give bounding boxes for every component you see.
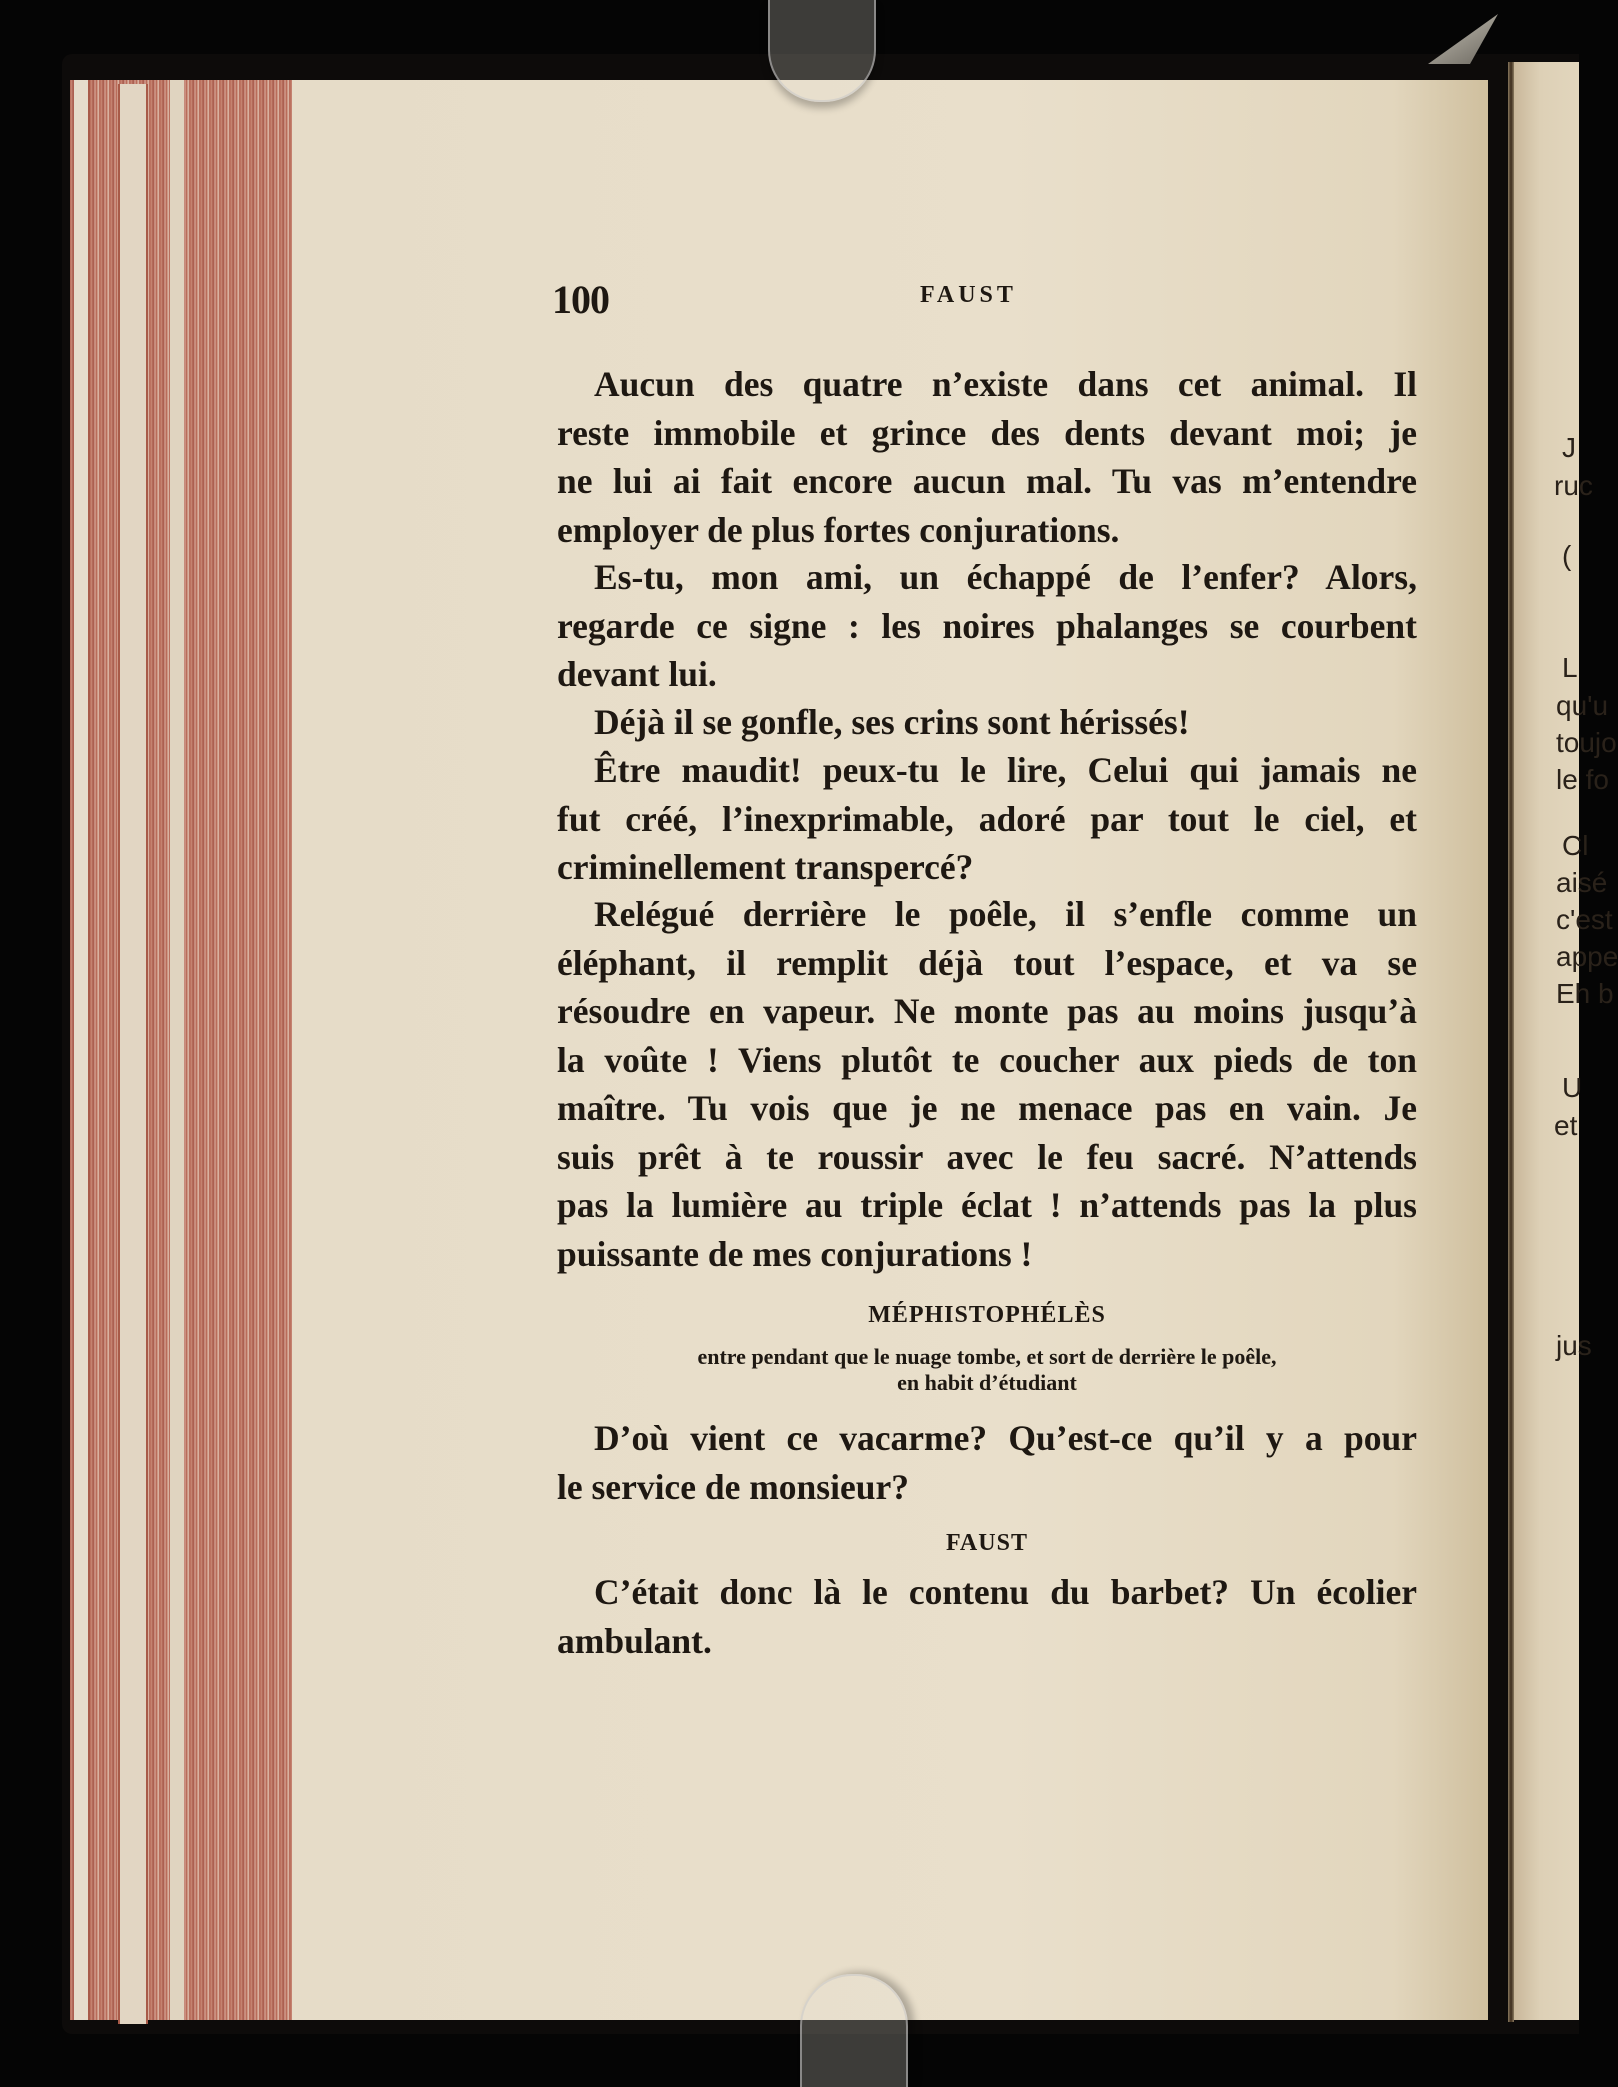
facing-fragment: appe — [1556, 941, 1618, 972]
facing-fragment: ( — [1562, 540, 1572, 571]
stage-line: entre pendant que le nuage tombe, et sort de derrière le poêle, — [697, 1344, 1277, 1369]
text-line: Relégué derrière le poêle, il s’enfle comme un — [594, 894, 1417, 934]
text-line: devant lui. — [557, 654, 717, 694]
paragraph-6 — [557, 1414, 1417, 1511]
text-line: reste immobile et grince des dents devant moi; je — [557, 412, 1417, 453]
facing-fragment: Cl — [1562, 830, 1589, 861]
text-line: le service de monsieur? — [557, 1466, 909, 1507]
running-head: FAUST — [920, 282, 1017, 308]
text-line: D’où vient ce vacarme? Qu’est-ce qu’il y a pour — [594, 1418, 1417, 1458]
text-line: Être maudit! peux-tu le lire, Celui qui jamais ne — [594, 750, 1417, 790]
paragraph-5 — [557, 890, 1417, 1278]
page-edge-strip — [170, 80, 184, 2020]
facing-fragment: Eh b — [1556, 978, 1614, 1009]
speaker-name: MÉPHISTOPHÉLÈS — [868, 1302, 1106, 1328]
facing-fragment: jus — [1556, 1330, 1592, 1361]
page-edge-strip — [118, 84, 148, 2024]
text-line: criminellement transpercé? — [557, 847, 974, 887]
facing-fragment: ruc — [1554, 470, 1593, 501]
page-edge-strip — [74, 80, 90, 2020]
facing-fragment: le fo — [1556, 764, 1609, 795]
text-line: Aucun des quatre n’existe dans cet animal. Il — [594, 364, 1417, 404]
text-line: Déjà il se gonfle, ses crins sont hérissés! — [594, 702, 1190, 742]
facing-page — [1514, 62, 1618, 2020]
text-line: pas la lumière au triple éclat ! n’attends pas la plus — [557, 1185, 1417, 1225]
paragraph-4 — [557, 746, 1417, 892]
text-line: fut créé, l’inexprimable, adoré par tout le ciel, et — [557, 798, 1417, 839]
text-line: suis prêt à te roussir avec le feu sacré. N’attends — [557, 1136, 1417, 1177]
text-line: employer de plus fortes conjurations. — [557, 509, 1120, 550]
paragraph-2 — [557, 553, 1417, 699]
text-line: ambulant. — [557, 1620, 712, 1661]
text-line: Es-tu, mon ami, un échappé de l’enfer? Alors, — [594, 557, 1417, 597]
speaker-name: FAUST — [946, 1530, 1028, 1556]
page-number: 100 — [552, 277, 609, 322]
stage-line: en habit d’étudiant — [897, 1370, 1077, 1395]
facing-fragment: et — [1554, 1110, 1578, 1141]
page-edges-red — [70, 80, 292, 2020]
text-line: maître. Tu vois que je ne menace pas en vain. Je — [557, 1088, 1417, 1128]
text-line: C’était donc là le contenu du barbet? Un écolier — [594, 1572, 1417, 1612]
page-clip-bottom — [800, 1974, 908, 2087]
facing-fragment: c'est — [1556, 904, 1613, 935]
text-line: regarde ce signe : les noires phalanges se courbent — [557, 605, 1417, 646]
facing-fragment: qu'u — [1556, 690, 1609, 721]
page-clip-top — [768, 0, 876, 102]
facing-fragment: L — [1562, 652, 1578, 683]
stage-direction — [557, 1344, 1417, 1396]
facing-fragment: U — [1562, 1072, 1583, 1103]
paragraph-1 — [557, 360, 1417, 554]
text-line: la voûte ! Viens plutôt te coucher aux pieds de ton — [557, 1039, 1417, 1080]
paragraph-7 — [557, 1568, 1417, 1665]
text-line: résoudre en vapeur. Ne monte pas au moins jusqu’à — [557, 991, 1417, 1031]
text-line: ne lui ai fait encore aucun mal. Tu vas m’entendre — [557, 461, 1417, 501]
paragraph-3 — [557, 698, 1417, 747]
text-line: éléphant, il remplit déjà tout l’espace, et va se — [557, 942, 1417, 983]
facing-fragment: aisé — [1556, 867, 1608, 898]
facing-fragment: J — [1562, 432, 1576, 463]
facing-fragment: toujo — [1556, 727, 1617, 758]
text-line: puissante de mes conjurations ! — [557, 1233, 1033, 1274]
